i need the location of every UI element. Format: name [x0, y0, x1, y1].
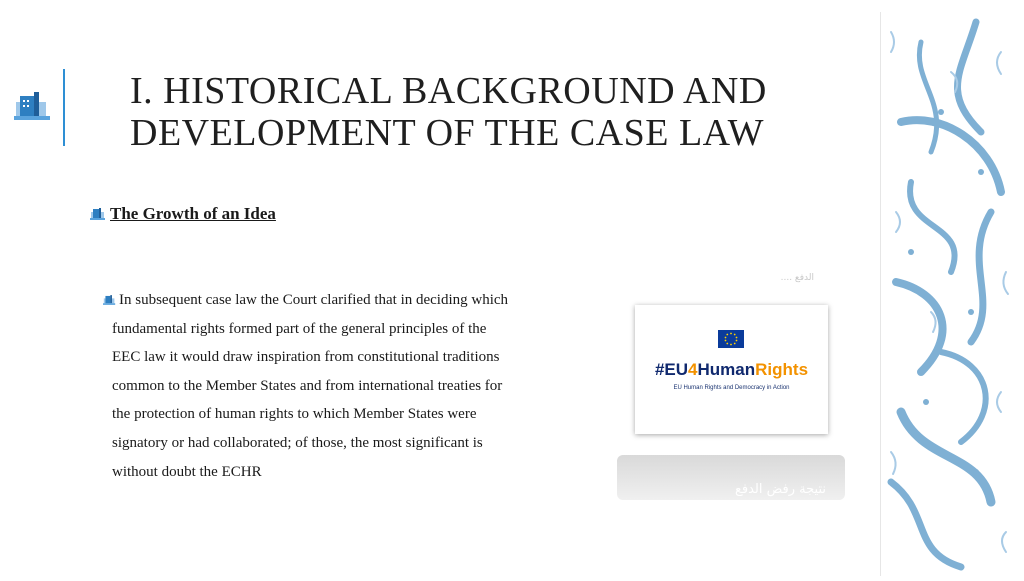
title-line-2: DEVELOPMENT OF THE CASE LAW — [130, 112, 764, 154]
body-paragraph — [103, 286, 573, 486]
slide-title — [130, 70, 870, 154]
court-logo-icon — [14, 92, 52, 124]
paragraph-text: In subsequent case law the Court clarified that in deciding which — [119, 292, 509, 308]
eu4humanrights-image — [635, 305, 828, 434]
arabic-calligraphy-decoration — [880, 12, 1021, 576]
subtitle-text: The Growth of an Idea — [110, 204, 276, 223]
eu4humanrights-hashtag: #EU4HumanRights — [654, 360, 809, 379]
paragraph-line-1 — [103, 286, 573, 315]
arabic-caption: نتيجة رفض الدفع — [734, 482, 826, 497]
building-bullet-icon — [103, 295, 116, 305]
paragraph-line-7: without doubt the ECHR — [112, 463, 262, 480]
eu-flag-icon — [718, 330, 744, 348]
paragraph-line-4: common to the Member States and from international treaties for — [112, 377, 503, 394]
title-divider-line — [63, 69, 65, 146]
paragraph-line-6: signatory or had collaborated; of those, the most significant is — [112, 434, 483, 451]
building-bullet-icon — [90, 208, 106, 220]
title-line-1: I. HISTORICAL BACKGROUND AND — [130, 70, 767, 112]
subtitle-row — [90, 204, 276, 224]
faint-arabic-text: الدفع .... — [780, 273, 814, 283]
paragraph-line-2: fundamental rights formed part of the general principles of the — [112, 320, 487, 337]
calligraphy-icon — [881, 12, 1021, 576]
paragraph-line-3: EEC law it would draw inspiration from constitutional traditions — [112, 349, 500, 366]
eu-tagline: EU Human Rights and Democracy in Action — [673, 385, 790, 391]
paragraph-line-5: the protection of human rights to which Member States were — [112, 406, 477, 423]
